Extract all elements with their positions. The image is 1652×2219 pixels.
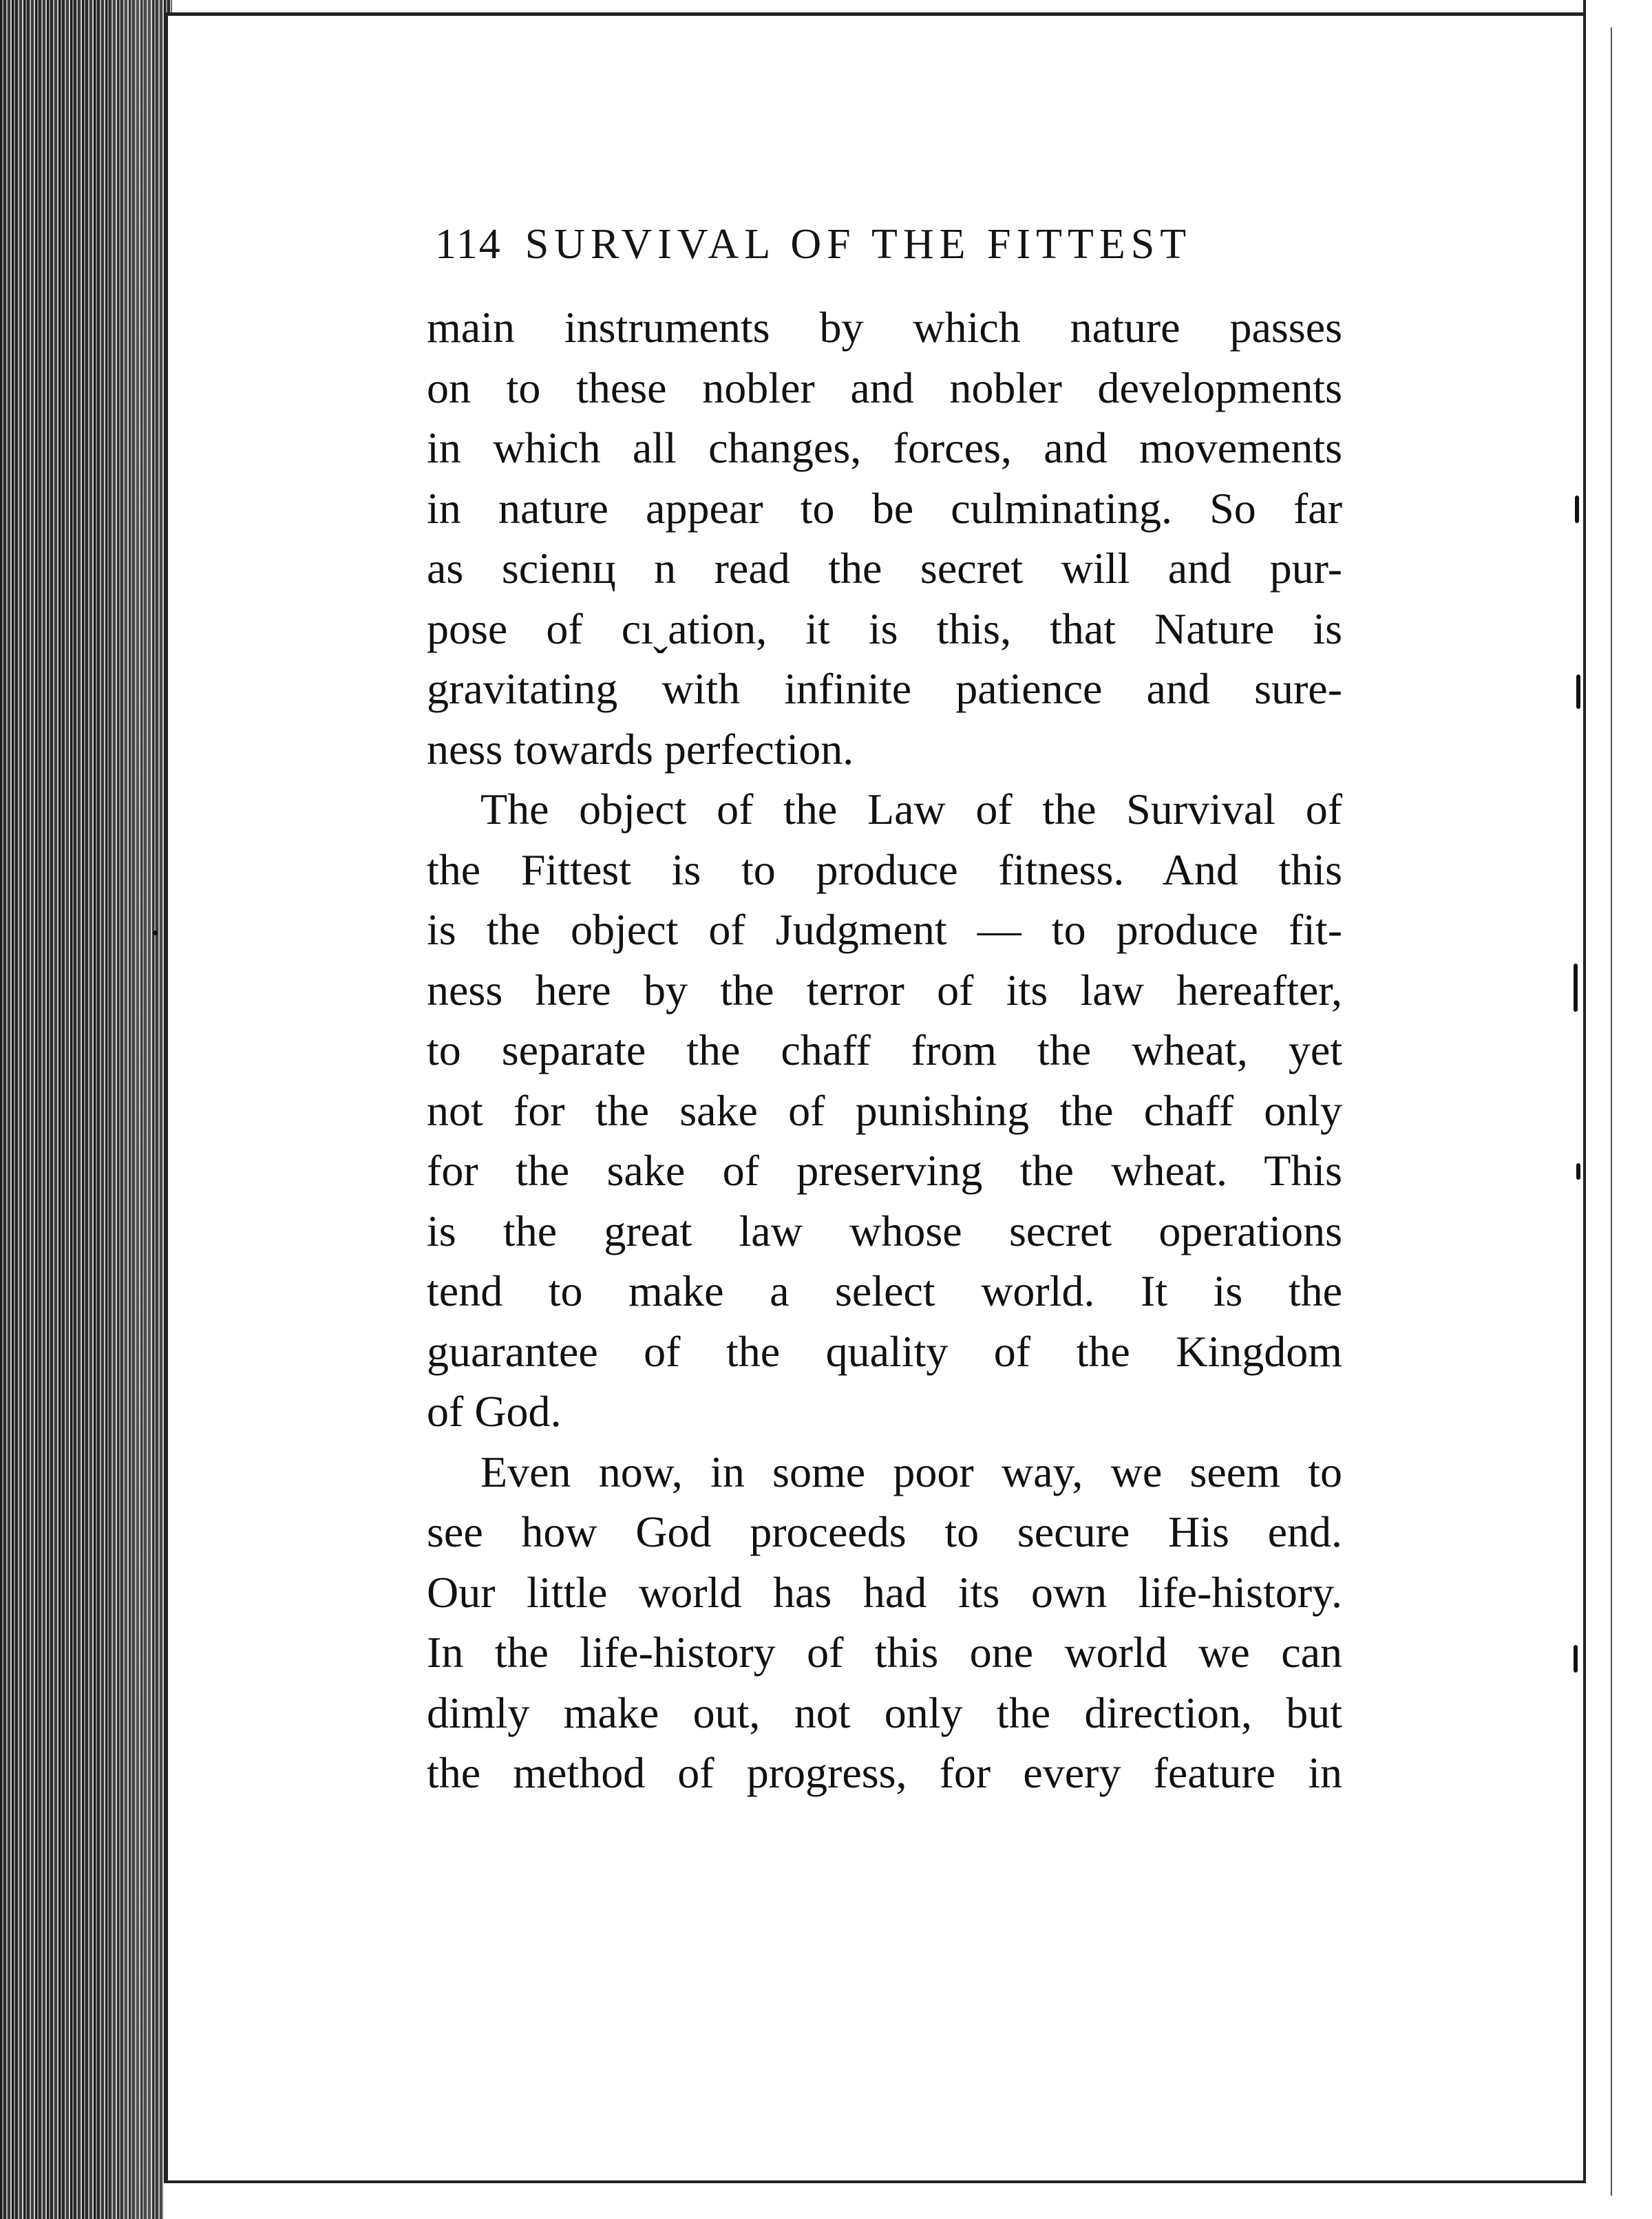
text-line: in nature appear to be culminating. So far	[427, 483, 1342, 533]
right-edge-mark	[1576, 675, 1580, 709]
text-line: tend to make a select world. It is the	[427, 1266, 1342, 1315]
text-line: ness towards perfection.	[427, 724, 854, 774]
text-line: In the life-history of this one world we can	[427, 1628, 1342, 1677]
running-title: SURVIVAL OF THE FITTEST	[525, 221, 1192, 268]
next-leaf-line	[1611, 28, 1612, 2196]
text-line: of God.	[427, 1387, 562, 1436]
text-line: is the great law whose secret operations	[427, 1206, 1342, 1255]
text-line: Even now, in some poor way, we seem to	[480, 1447, 1342, 1496]
text-line: Our little world has had its own life-history.	[427, 1567, 1342, 1617]
text-line: guarantee of the quality of the Kingdom	[427, 1326, 1342, 1376]
text-line: The object of the Law of the Survival of	[480, 785, 1342, 834]
text-line: the Fittest is to produce fitness. And this	[427, 845, 1342, 894]
text-line: for the sake of preserving the wheat. This	[427, 1146, 1342, 1195]
text-line: is the object of Judgment — to produce fit-	[427, 905, 1342, 954]
body-text	[427, 297, 1342, 1803]
text-line: the method of progress, for every feature in	[427, 1748, 1342, 1797]
text-line: as scienц n read the secret will and pur-	[427, 544, 1342, 593]
page-bottom-edge	[164, 2180, 1586, 2219]
right-edge-mark	[1576, 1163, 1580, 1180]
text-line: see how God proceeds to secure His end.	[427, 1507, 1342, 1556]
text-line: main instruments by which nature passes	[427, 303, 1342, 352]
text-line: on to these nobler and nobler developments	[427, 363, 1342, 412]
text-line: dimly make out, not only the direction, but	[427, 1688, 1342, 1737]
running-head	[435, 220, 1289, 269]
text-line: gravitating with infinite patience and sure-	[427, 664, 1342, 713]
page-number: 114	[435, 221, 502, 268]
stray-ink-dot	[153, 931, 158, 935]
next-leaf-edge	[1583, 0, 1652, 2219]
text-line: not for the sake of punishing the chaff only	[427, 1085, 1342, 1135]
text-line: ness here by the terror of its law hereafter,	[427, 965, 1342, 1015]
page-edge-shading	[103, 0, 172, 2219]
right-edge-mark	[1574, 964, 1578, 1012]
text-line: pose of cıˬation, it is this, that Nature is	[427, 604, 1342, 653]
right-edge-mark	[1574, 1645, 1578, 1673]
text-line: to separate the chaff from the wheat, yet	[427, 1026, 1342, 1074]
right-edge-mark	[1575, 496, 1579, 523]
text-line: in which all changes, forces, and movements	[427, 423, 1342, 472]
